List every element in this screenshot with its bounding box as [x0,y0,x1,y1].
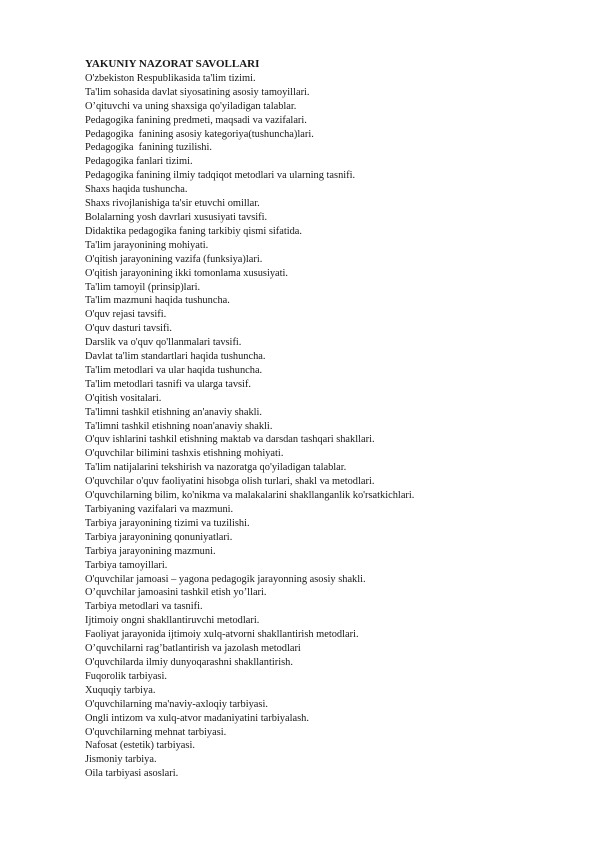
question-item: O’qituvchi va uning shaxsiga qo'yiladigan talablar. [85,100,297,112]
question-item: Ta'lim tamoyil (prinsip)lari. [85,281,201,293]
question-item: O'qitish jarayonining ikki tomonlama xususiyati. [85,267,289,279]
question-item: O'quv rejasi tavsifi. [85,309,167,321]
question-item: Didaktika pedagogika faning tarkibiy qismi sifatida. [85,225,302,237]
question-item: Ta'lim metodlari va ular haqida tushuncha. [85,364,263,376]
question-item: O'quvchilarning mehnat tarbiyasi. [85,726,227,738]
question-item: Xuquqiy tarbiya. [85,684,156,696]
question-item: Darslik va o'quv qo'llanmalari tavsifi. [85,337,242,349]
question-item: Tarbiya jarayonining tizimi va tuzilishi. [85,517,250,529]
question-item: O'qitish jarayonining vazifa (funksiya)lari. [85,253,263,265]
question-item: O'quvchilarning bilim, ko'nikma va malakalarini shakllanganlik ko'rsatkichlari. [85,490,415,502]
question-list [85,72,565,781]
question-item: Ongli intizom va xulq-atvor madaniyatini tarbiyalash. [85,712,309,724]
question-item: O'quvchilar jamoasi – yagona pedagogik jarayonning asosiy shakli. [85,573,366,585]
question-item: O'quv dasturi tavsifi. [85,323,173,335]
question-item: O'qitish vositalari. [85,392,162,404]
question-item: Ta'lim natijalarini tekshirish va nazoratga qo'yiladigan talablar. [85,462,347,474]
question-item: Ta'limni tashkil etishning an'anaviy shakli. [85,406,263,418]
question-item: Pedagogika fanining ilmiy tadqiqot metodlari va ularning tasnifi. [85,170,356,182]
question-item: Ta'lim jarayonining mohiyati. [85,239,209,251]
question-item: Tarbiyaning vazifalari va mazmuni. [85,504,234,515]
document-content [85,58,565,781]
question-item: O'zbekiston Respublikasida ta'lim tizimi. [85,72,256,84]
question-item: Shaxs rivojlanishiga ta'sir etuvchi omillar. [85,198,260,210]
document-title: YAKUNIY NAZORAT SAVOLLARI [85,58,260,70]
question-item: Ta'lim mazmuni haqida tushuncha. [85,295,230,307]
question-item: Ta'lim sohasida davlat siyosatining asosiy tamoyillari. [85,86,310,98]
question-item: Pedagogika fanining tuzilishi. [85,142,212,154]
question-item: O’quvchilar jamoasini tashkil etish yo’llari. [85,587,267,599]
question-item: Fuqorolik tarbiyasi. [85,670,167,682]
question-item: Oila tarbiyasi asoslari. [85,768,179,780]
question-item: Pedagogika fanining asosiy kategoriya(tushuncha)lari. [85,128,314,140]
question-item: Faoliyat jarayonida ijtimoiy xulq-atvorni shakllantirish metodlari. [85,629,359,641]
question-item: O'quvchilar bilimini tashxis etishning mohiyati. [85,448,284,460]
question-item: Pedagogika fanlari tizimi. [85,156,193,168]
question-item: Shaxs haqida tushuncha. [85,184,188,196]
question-item: Ijtimoiy ongni shakllantiruvchi metodlari. [85,615,260,627]
question-item: Bolalarning yosh davrlari xususiyati tavsifi. [85,211,268,223]
question-item: Jismoniy tarbiya. [85,754,157,766]
question-item: O'quvchilarning ma'naviy-axloqiy tarbiyasi. [85,698,268,710]
question-item: Ta'lim metodlari tasnifi va ularga tavsif. [85,378,252,390]
question-item: O'quvchilarda ilmiy dunyoqarashni shakllantirish. [85,656,293,668]
question-item: O'quv ishlarini tashkil etishning maktab va darsdan tashqari shakllari. [85,434,375,446]
question-item: Tarbiya tamoyillari. [85,559,168,571]
question-item: O'quvchilar o'quv faoliyatini hisobga olish turlari, shakl va metodlari. [85,476,375,488]
question-item: Tarbiya metodlari va tasnifi. [85,601,203,613]
question-item: Pedagogika fanining predmeti, maqsadi va vazifalari. [85,114,307,126]
question-item: O’quvchilarni rag’batlantirish va jazolash metodlari [85,643,301,655]
question-item: Tarbiya jarayonining mazmuni. [85,545,216,557]
question-item: Ta'limni tashkil etishning noan'anaviy shakli. [85,420,273,432]
question-item: Davlat ta'lim standartlari haqida tushuncha. [85,351,266,363]
question-item: Nafosat (estetik) tarbiyasi. [85,740,195,752]
question-item: Tarbiya jarayonining qonuniyatlari. [85,531,233,543]
